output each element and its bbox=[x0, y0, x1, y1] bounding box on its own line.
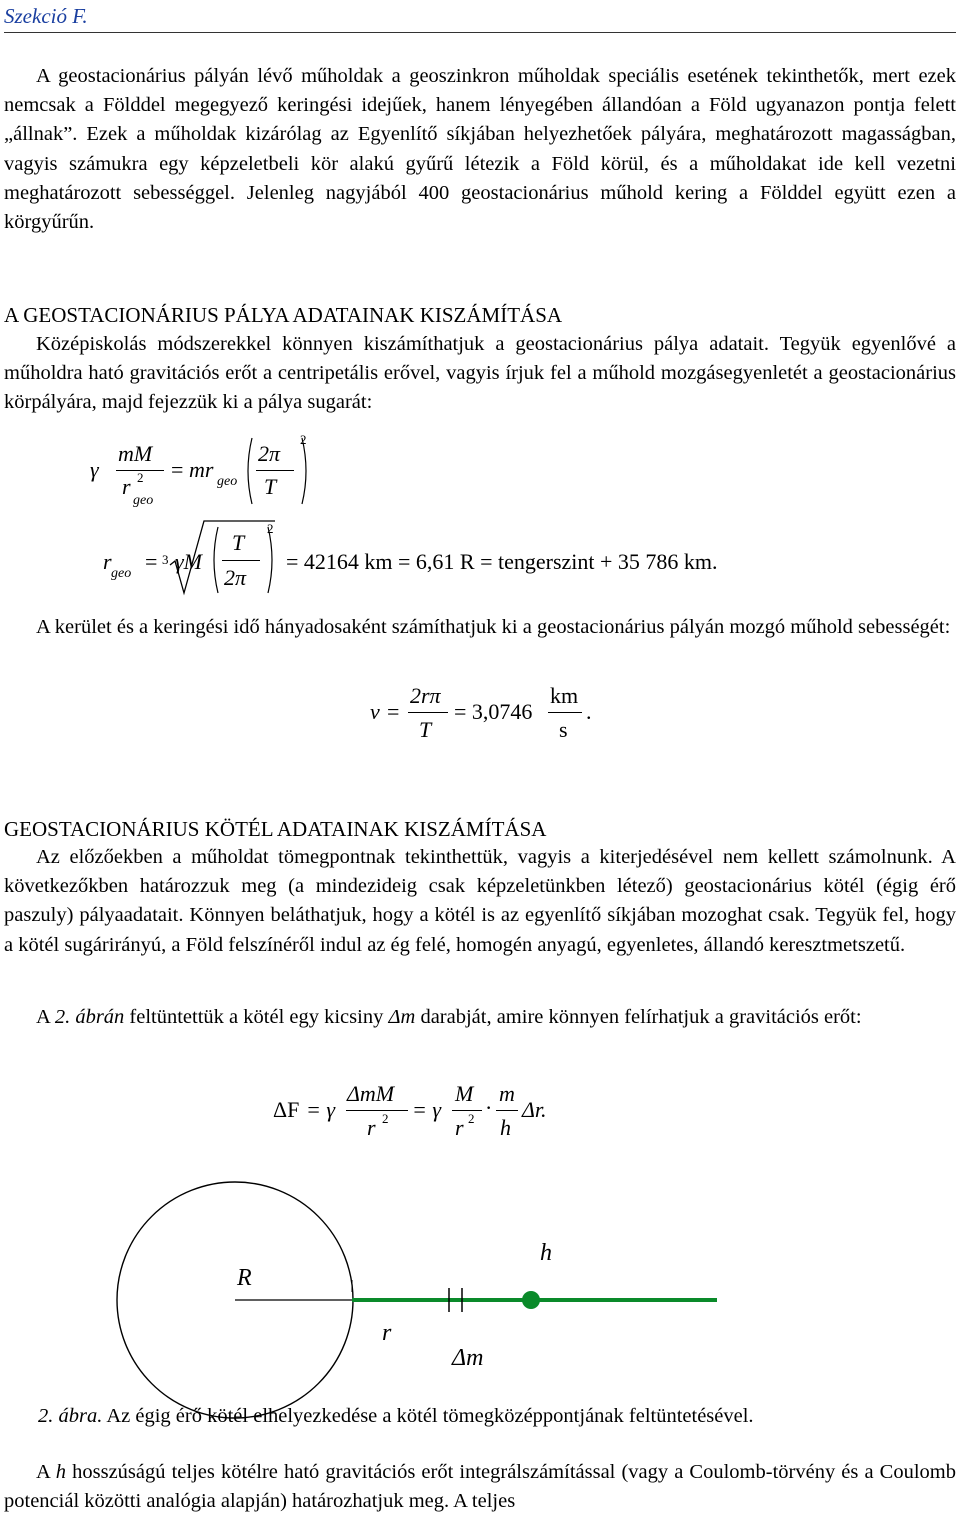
equation-motion: γ mM r 2 geo = mr geo 2π T 2 bbox=[0, 430, 960, 520]
heading-orbit-calc: A GEOSTACIONÁRIUS PÁLYA ADATAINAK KISZÁMÍTÁSA bbox=[4, 303, 563, 327]
force-paragraph: A 2. ábrán feltüntettük a kötél egy kicsiny Δm darabját, amire könnyen felírhatjuk a gravitációs erőt: bbox=[36, 1006, 862, 1028]
rope-paragraph: Az előzőekben a műholdat tömegpontnak tekinthettük, vagyis a kiterjedésével nem kellett számolnunk. A következőkben határozzuk meg (a mindezideig csak képzeletünkben létező) geostacionárius kötél (égig érő paszuly) pályaadatait. Könnyen beláthatjuk, hogy a kötél is az egyenlítő síkjában mozoghat csak. Tegyük fel, hogy a kötél sugárirányú, a Föld felszínéről indul az ég felé, homogén anyagú, egyenletes, állandó keresztmetszetű. bbox=[4, 846, 956, 956]
equation-radius: r geo = 3 γM T 2π 2 = 42164 km = 6,61 R = tengerszint + 35 786 km. bbox=[0, 515, 960, 605]
label-h: h bbox=[540, 1240, 552, 1266]
velocity-paragraph: A kerület és a keringési idő hányadosaként számíthatjuk ki a geostacionárius pályán mozgó műhold sebességét: bbox=[36, 616, 951, 638]
label-R: R bbox=[237, 1265, 252, 1291]
section-header: Szekció F. bbox=[4, 4, 88, 28]
heading-rope-calc: GEOSTACIONÁRIUS KÖTÉL ADATAINAK KISZÁMÍTÁSA bbox=[4, 817, 547, 841]
label-dm: Δm bbox=[452, 1345, 484, 1371]
center-of-mass-dot bbox=[522, 1291, 540, 1309]
label-r: r bbox=[382, 1320, 392, 1346]
header-divider bbox=[4, 32, 956, 33]
closing-paragraph: A h hosszúságú teljes kötélre ható gravitációs erőt integrálszámítással (vagy a Coulomb-törvény és a Coulomb potenciál közötti analógia alapján) határozhatjuk meg. A teljes bbox=[4, 1461, 956, 1513]
equation-force: ΔF = γ ΔmM r 2 = γ M r 2 · m h Δr. bbox=[273, 1081, 547, 1140]
figure-caption: 2. ábra. Az égig érő kötél elhelyezkedése a kötél tömegközéppontjának feltüntetésével. bbox=[38, 1405, 754, 1427]
equation-velocity: v = 2rπ T = 3,0746 km s . bbox=[370, 683, 592, 742]
intro-paragraph: A geostacionárius pályán lévő műholdak a geoszinkron műholdak speciális esetének tekinthetők, mert ezek nemcsak a Földdel megegyező keringési idejűek, hanem lényegében állandóan a Föld ugyanazon pontja felett „állnak”. Ezek a műholdak kizárólag az Egyenlítő síkjában helyezhetőek pályára, meghatározott magasságban, vagyis számukra egy képzeletbeli kör alakú gyűrű létezik a Föld körül, és a műholdakat ide kell vezetni meghatározott sebességgel. Jelenleg nagyjából 400 geostacionárius műhold kering a Földdel együtt ezen a körgyűrűn. bbox=[4, 65, 956, 234]
orbit-paragraph: Középiskolás módszerekkel könnyen kiszámíthatjuk a geostacionárius pálya adatait. Tegyük egyenlővé a műholdra ható gravitációs erőt a centripetális erővel, vagyis írjuk fel a műhold mozgásegyenletét a geostacionárius körpályára, majd fejezzük ki a pálya sugarát: bbox=[4, 333, 956, 414]
figure-ref: 2. ábrán bbox=[54, 1006, 125, 1028]
